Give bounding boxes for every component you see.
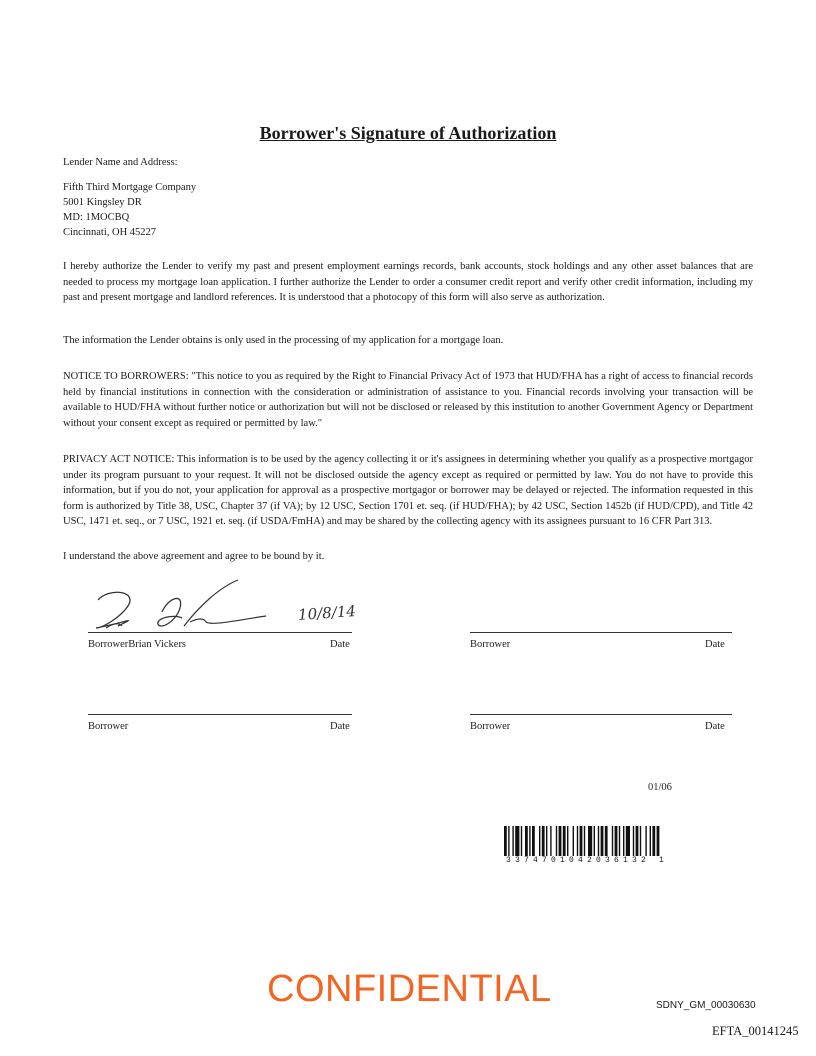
date-label: Date [330, 721, 350, 732]
barcode-bar [633, 826, 634, 856]
barcode-bar [504, 826, 507, 856]
form-code: 01/06 [648, 782, 672, 793]
barcode-bar [650, 826, 651, 856]
handwritten-date: 10/8/14 [297, 602, 357, 624]
signature-line [88, 632, 352, 633]
barcode-bar [584, 826, 585, 856]
barcode-bar [577, 826, 578, 856]
barcode-bar [508, 826, 509, 856]
lender-label: Lender Name and Address: [63, 157, 178, 168]
handwritten-signature [88, 578, 278, 636]
date-label: Date [705, 639, 725, 650]
barcode-bar [645, 826, 646, 856]
barcode-bar [612, 826, 613, 856]
borrower-label: BorrowerBrian Vickers [88, 639, 187, 650]
barcode-bar [601, 826, 604, 856]
borrower-label: Borrower [470, 639, 511, 650]
borrower-label: Borrower [470, 721, 511, 732]
barcode-bar [623, 826, 624, 856]
lender-line: Fifth Third Mortgage Company [63, 182, 197, 193]
barcode-bar [556, 826, 557, 856]
barcode-bar [605, 826, 608, 856]
signature-line [470, 714, 732, 715]
date-label: Date [705, 721, 725, 732]
barcode-bar [640, 826, 641, 856]
barcode-bar [594, 826, 595, 856]
confidential-stamp: CONFIDENTIAL [267, 968, 552, 1010]
barcode-bar [532, 826, 535, 856]
agreement-paragraph: I understand the above agreement and agree to be bound by it. [63, 551, 325, 562]
bates-number: SDNY_GM_00030630 [656, 1000, 756, 1011]
barcode-bar [525, 826, 528, 856]
information-paragraph: The information the Lender obtains is only used in the processing of my application for a mortgage loan. [63, 335, 504, 346]
barcode-bar [546, 826, 547, 856]
date-label: Date [330, 639, 350, 650]
lender-line: Cincinnati, OH 45227 [63, 227, 157, 238]
barcode-bar [521, 826, 522, 856]
barcode-bar [580, 826, 583, 856]
barcode-bar [657, 826, 660, 856]
barcode-bar [515, 826, 519, 856]
barcode-bar [563, 826, 566, 856]
efta-number: EFTA_00141245 [712, 1024, 799, 1038]
signature-line [88, 714, 352, 715]
barcode-image [504, 826, 718, 856]
barcode-bar [636, 826, 639, 856]
barcode-bar [626, 826, 630, 856]
barcode-bar [619, 826, 620, 856]
barcode-bar [652, 826, 655, 856]
barcode-digits: 3374701042036132 1 [506, 856, 669, 865]
barcode-bar [559, 826, 562, 856]
barcode-bar [550, 826, 551, 856]
lender-address [63, 180, 196, 240]
barcode-bar [573, 826, 574, 856]
barcode-bar [588, 826, 592, 856]
signature-line [470, 632, 732, 633]
barcode-bar [542, 826, 545, 856]
document-title: Borrower's Signature of Authorization [259, 123, 557, 143]
privacy-act-paragraph: PRIVACY ACT NOTICE: This information is to be used by the agency collecting it or it's assignees in determining whether you qualify as a prospective mortgagor under its program pursuant to your request. It will not be disclosed outside the agency except as required or permitted by law. You do not have to provide this information, but if you do not, your application for approval as a prospective mortgagor or borrower may be delayed or rejected. The information requested in this form is authorized by Title 38, USC, Chapter 37 (if VA); by 12 USC, Section 1701 et. seq. (if HUD/FHA); by 42 USC, Section 1452b (if HUD/CPD), and Title 42 USC, 1471 et. seq., or 7 USC, 1921 et. seq. (if USDA/FmHA) and may be shared by the collecting agency with its assignees pursuant to 16 CFR Part 313. [63, 454, 753, 527]
barcode-bar [615, 826, 618, 856]
borrower-label: Borrower [88, 721, 129, 732]
barcode-bar [529, 826, 530, 856]
barcode-bar [539, 826, 540, 856]
authorization-paragraph: I hereby authorize the Lender to verify my past and present employment earnings records, bank accounts, stock holdings and any other asset balances that are needed to process my mortgage loan application. I further authorize the Lender to order a consumer credit report and verify other credit information, including my past and present mortgage and landlord references. It is understood that a photocopy of this form will also serve as authorization. [63, 261, 753, 303]
lender-line: 5001 Kingsley DR [63, 197, 142, 208]
barcode-bar [567, 826, 568, 856]
barcode-bar [598, 826, 599, 856]
barcode-bar [512, 826, 513, 856]
notice-to-borrowers-paragraph: NOTICE TO BORROWERS: "This notice to you as required by the Right to Financial Privacy Act of 1973 that HUD/FHA has a right of access to financial records held by financial institutions in connection with the consideration or administration of assistance to you. Financial records involving your transaction will be available to HUD/FHA without further notice or authorization but will not be disclosed or released by this institution to another Government Agency or Department without your consent except as required or permitted by law." [63, 371, 753, 429]
lender-line: MD: 1MOCBQ [63, 212, 130, 223]
